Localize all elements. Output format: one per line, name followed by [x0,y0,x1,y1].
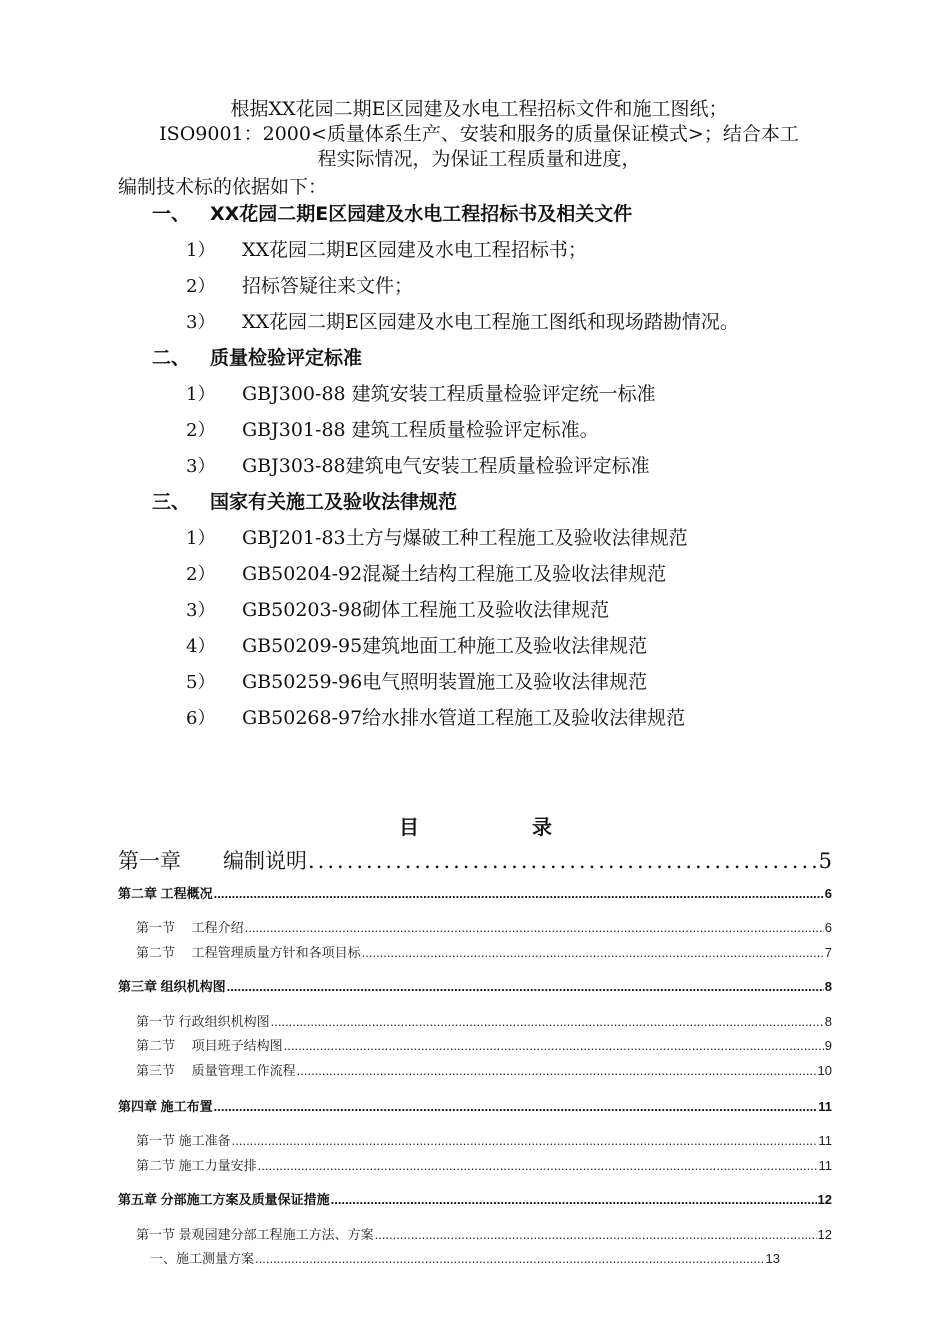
toc-entry-label: 第五章 分部施工方案及质量保证措施 [118,1192,330,1207]
intro-line-1: 根据XX花园二期E区园建及水电工程招标文件和施工图纸； [230,98,728,120]
toc-entry-label: 第一节 景观园建分部工程施工方法、方案 [136,1227,374,1242]
toc-entry-label: 第二节 施工力量安排 [136,1158,257,1173]
toc-leader-dots [284,1038,824,1053]
toc-entry[interactable] [136,1224,832,1243]
section-3-item-5-text: GB50259-96电气照明装置施工及验收法律规范 [242,671,648,693]
toc-leader-dots [258,1158,818,1173]
toc-entry-label: 第三节 质量管理工作流程 [136,1063,296,1078]
toc-entry[interactable] [118,845,832,875]
section-2-item-3-number: 3） [186,456,216,477]
toc-entry-label: 第一节 施工准备 [136,1133,231,1148]
toc-entry-page: 11 [818,1158,832,1173]
section-1-item-2-text: 招标答疑往来文件； [242,275,414,297]
toc-entry-page: 6 [824,886,832,901]
section-3-item-4-text: GB50209-95建筑地面工种施工及验收法律规范 [242,635,648,657]
toc-entry-page: 10 [817,1063,832,1078]
toc-entry[interactable] [118,1096,832,1115]
intro-line-4: 编制技术标的依据如下： [118,176,328,198]
section-2-title: 质量检验评定标准 [210,347,363,369]
toc-title-right: 录 [532,815,552,839]
toc-leader-dots [331,1192,817,1207]
section-3-item-4-number: 4） [186,636,216,657]
section-3-item-1-text: GBJ201-83土方与爆破工种工程施工及验收法律规范 [242,527,688,549]
toc-entry-label: 第一节 工程介绍 [136,920,244,935]
toc-entry-page: 8 [824,1014,832,1029]
toc-entry-page: 5 [818,849,832,873]
section-1-item-1-number: 1） [186,240,216,261]
toc-leader-dots [362,945,824,960]
toc-leader-dots [308,849,818,873]
toc-entry[interactable] [136,1130,832,1149]
toc-leader-dots [214,886,824,901]
toc-entry-label: 第一节 行政组织机构图 [136,1014,270,1029]
section-3-item-6-text: GB50268-97给水排水管道工程施工及验收法律规范 [242,707,686,729]
section-3-item-5-number: 5） [186,672,216,693]
toc-entry[interactable] [136,1155,832,1174]
section-2-number: 二、 [152,347,191,369]
toc-leader-dots [214,1099,818,1114]
toc-leader-dots [297,1063,817,1078]
toc-leader-dots [227,979,824,994]
toc-leader-dots [232,1133,818,1148]
section-3-item-6-number: 6） [186,708,216,729]
toc-entry-label: 一、施工测量方案 [150,1251,255,1266]
toc-entry-page: 13 [765,1251,780,1266]
section-3-item-2-text: GB50204-92混凝土结构工程施工及验收法律规范 [242,563,667,585]
toc-entry-page: 7 [824,945,832,960]
intro-line-3: 程实际情况，为保证工程质量和进度， [317,148,641,170]
toc-entry[interactable] [136,917,832,936]
toc-entry[interactable] [118,883,832,902]
toc-leader-dots [271,1014,824,1029]
section-2-item-2-number: 2） [186,420,216,441]
section-3-item-3-number: 3） [186,600,216,621]
section-1-item-2-number: 2） [186,276,216,297]
toc-entry-page: 11 [818,1099,832,1114]
toc-entry-label: 第四章 施工布置 [118,1099,213,1114]
section-3-title: 国家有关施工及验收法律规范 [210,491,458,513]
toc-title-left: 目 [399,815,419,839]
section-2-item-1-number: 1） [186,384,216,405]
toc-entry[interactable] [136,942,832,961]
section-3-item-3-text: GB50203-98砌体工程施工及验收法律规范 [242,599,610,621]
section-1-number: 一、 [152,203,191,225]
toc-entry-page: 12 [817,1192,832,1207]
section-1-title: XX花园二期E区园建及水电工程招标书及相关文件 [210,203,633,225]
toc-leader-dots [255,1251,765,1266]
section-1-item-1-text: XX花园二期E区园建及水电工程招标书； [242,239,587,261]
toc-entry-label: 第二章 工程概况 [118,886,213,901]
toc-entry-label: 第一章 编制说明 [118,849,307,873]
toc-entry[interactable] [136,1035,832,1054]
intro-line-2: ISO9001：2000<质量体系生产、安装和服务的质量保证模式>；结合本工 [159,123,799,145]
toc-entry[interactable] [136,1011,832,1030]
toc-leader-dots [375,1227,817,1242]
toc-entry[interactable] [118,976,832,995]
toc-entry-page: 9 [824,1038,832,1053]
toc-entry-page: 11 [818,1133,832,1148]
toc-leader-dots [245,920,824,935]
toc-entry[interactable] [136,1060,832,1079]
section-3-number: 三、 [152,491,191,513]
toc-entry-page: 12 [817,1227,832,1242]
section-2-item-3-text: GBJ303-88建筑电气安装工程质量检验评定标准 [242,455,650,477]
toc-entry-label: 第二节 项目班子结构图 [136,1038,283,1053]
section-1-item-3-number: 3） [186,312,216,333]
toc-entry-page: 6 [824,920,832,935]
section-3-item-1-number: 1） [186,528,216,549]
toc-entry-page: 8 [824,979,832,994]
toc-entry-label: 第二节 工程管理质量方针和各项目标 [136,945,361,960]
section-1-item-3-text: XX花园二期E区园建及水电工程施工图纸和现场踏勘情况。 [242,311,739,333]
toc-entry-label: 第三章 组织机构图 [118,979,226,994]
section-2-item-2-text: GBJ301-88 建筑工程质量检验评定标准。 [242,419,599,441]
section-3-item-2-number: 2） [186,564,216,585]
toc-entry[interactable] [118,1189,832,1208]
section-2-item-1-text: GBJ300-88 建筑安装工程质量检验评定统一标准 [242,383,656,405]
toc-entry[interactable] [150,1248,780,1267]
